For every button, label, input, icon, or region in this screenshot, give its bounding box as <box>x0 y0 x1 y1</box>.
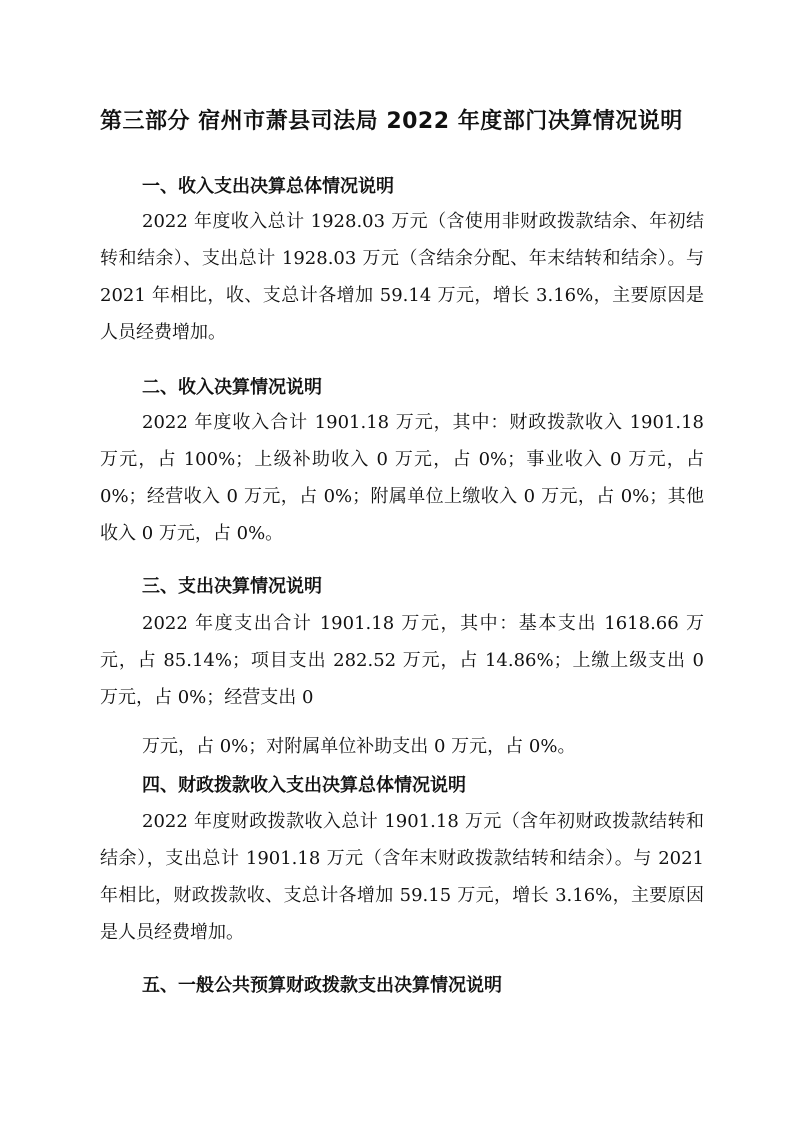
section-heading-1: 一、收入支出决算总体情况说明 <box>142 176 394 197</box>
section-4-paragraph: 2022 年度财政拨款收入总计 1901.18 万元（含年初财政拨款结转和结余），支出总计 1901.18 万元（含年末财政拨款结转和结余）。与 2021 年相比，财政拨款收、支总计各增加 59.15 万元，增长 3.16%，主要原因是人员经费增加。 <box>100 811 704 943</box>
section-heading-5: 五、一般公共预算财政拨款支出决算情况说明 <box>142 975 502 996</box>
section-heading-2: 二、收入决算情况说明 <box>142 377 322 398</box>
section-3-paragraph-1: 2022 年度支出合计 1901.18 万元，其中：基本支出 1618.66 万元，占 85.14%；项目支出 282.52 万元，占 14.86%；上缴上级支出 0 万元，占 0%；经营支出 0 <box>100 613 704 708</box>
document-title: 第三部分 宿州市萧县司法局 2022 年度部门决算情况说明 <box>100 109 683 134</box>
section-1-paragraph: 2022 年度收入总计 1928.03 万元（含使用非财政拨款结余、年初结转和结余）、支出总计 1928.03 万元（含结余分配、年末结转和结余）。与 2021 年相比，收、支总计各增加 59.14 万元，增长 3.16%，主要原因是人员经费增加。 <box>100 211 704 343</box>
section-2-paragraph: 2022 年度收入合计 1901.18 万元，其中：财政拨款收入 1901.18 万元，占 100%；上级补助收入 0 万元，占 0%；事业收入 0 万元，占 0%；经营收入 0 万元，占 0%；附属单位上缴收入 0 万元，占 0%；其他收入 0 万元，占 0%。 <box>100 412 705 544</box>
section-heading-3: 三、支出决算情况说明 <box>142 576 322 597</box>
section-3-paragraph-2: 万元，占 0%；对附属单位补助支出 0 万元，占 0%。 <box>142 736 576 757</box>
section-heading-4: 四、财政拨款收入支出决算总体情况说明 <box>142 775 466 796</box>
